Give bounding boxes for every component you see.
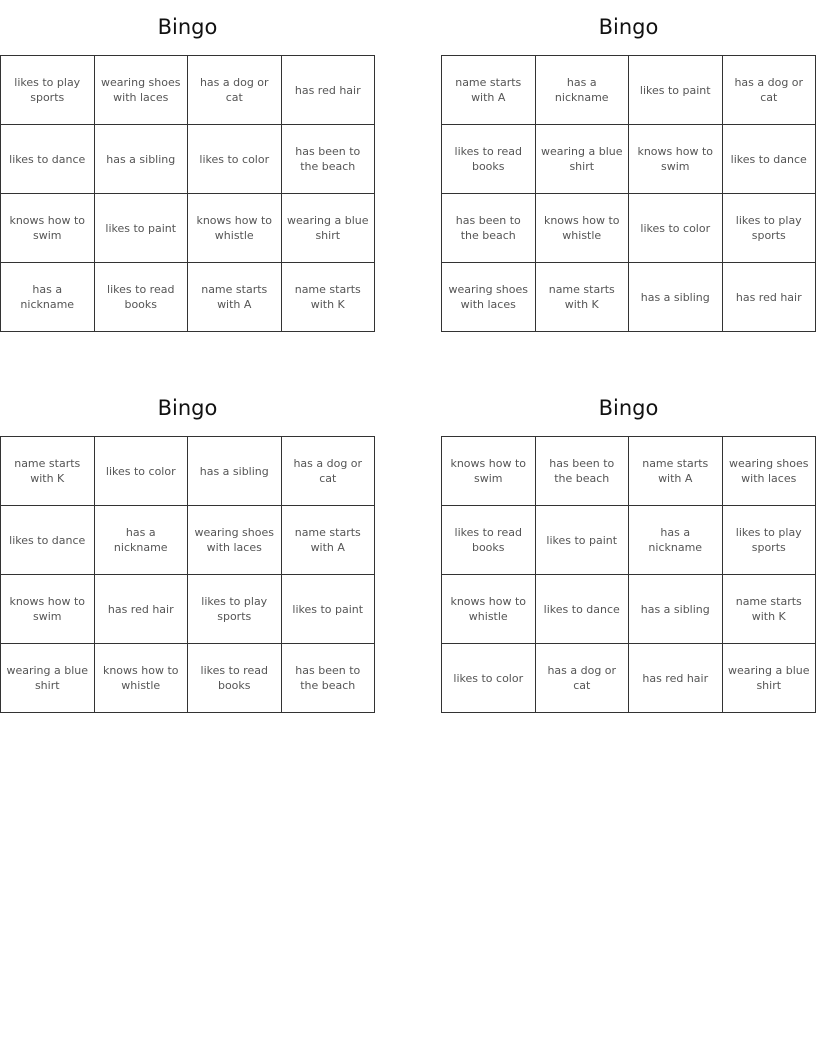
bingo-row: [1, 644, 375, 713]
bingo-row: [442, 125, 816, 194]
bingo-cell: likes to paint: [281, 575, 375, 644]
bingo-row: [1, 506, 375, 575]
bingo-cell: wearing a blue shirt: [281, 194, 375, 263]
bingo-row: [442, 575, 816, 644]
bingo-grid: [0, 436, 375, 713]
bingo-cell: wearing a blue shirt: [722, 644, 816, 713]
bingo-cell: has red hair: [629, 644, 723, 713]
bingo-cell: has a dog or cat: [281, 437, 375, 506]
bingo-row: [1, 575, 375, 644]
bingo-cell: name starts with A: [188, 263, 282, 332]
bingo-cell: likes to play sports: [722, 194, 816, 263]
bingo-cell: has a nickname: [535, 56, 629, 125]
bingo-row: [442, 437, 816, 506]
bingo-card-title: Bingo: [157, 15, 218, 39]
bingo-card-4: [441, 392, 816, 713]
bingo-card-title: Bingo: [598, 15, 659, 39]
bingo-cell: name starts with K: [281, 263, 375, 332]
bingo-cell: has red hair: [722, 263, 816, 332]
bingo-cell: has been to the beach: [535, 437, 629, 506]
bingo-row: [442, 56, 816, 125]
bingo-cell: wearing a blue shirt: [535, 125, 629, 194]
bingo-cell: likes to dance: [1, 125, 95, 194]
bingo-cell: likes to dance: [722, 125, 816, 194]
bingo-cell: has a sibling: [629, 263, 723, 332]
bingo-cell: wearing shoes with laces: [722, 437, 816, 506]
bingo-cell: likes to read books: [442, 506, 536, 575]
bingo-cell: wearing a blue shirt: [1, 644, 95, 713]
bingo-cell: name starts with K: [535, 263, 629, 332]
bingo-cell: name starts with A: [442, 56, 536, 125]
bingo-cell: likes to dance: [1, 506, 95, 575]
bingo-cell: likes to play sports: [188, 575, 282, 644]
bingo-cell: likes to play sports: [1, 56, 95, 125]
bingo-row: [1, 125, 375, 194]
bingo-grid: [441, 436, 816, 713]
bingo-cell: likes to color: [629, 194, 723, 263]
bingo-cell: has a nickname: [1, 263, 95, 332]
bingo-row: [442, 194, 816, 263]
bingo-cell: has been to the beach: [281, 644, 375, 713]
bingo-cell: likes to read books: [442, 125, 536, 194]
bingo-cell: likes to color: [94, 437, 188, 506]
bingo-cell: has a nickname: [629, 506, 723, 575]
bingo-cell: wearing shoes with laces: [94, 56, 188, 125]
bingo-cell: knows how to whistle: [535, 194, 629, 263]
bingo-grid: [441, 55, 816, 332]
bingo-cell: name starts with K: [722, 575, 816, 644]
bingo-cell: has a sibling: [94, 125, 188, 194]
bingo-cell: knows how to swim: [1, 194, 95, 263]
bingo-cell: has a sibling: [188, 437, 282, 506]
bingo-card-title: Bingo: [598, 396, 659, 420]
bingo-cell: knows how to swim: [1, 575, 95, 644]
bingo-row: [1, 263, 375, 332]
bingo-cell: name starts with K: [1, 437, 95, 506]
bingo-cell: has a dog or cat: [188, 56, 282, 125]
bingo-cell: likes to dance: [535, 575, 629, 644]
bingo-cell: likes to play sports: [722, 506, 816, 575]
bingo-cell: likes to paint: [629, 56, 723, 125]
bingo-row: [442, 644, 816, 713]
bingo-cell: name starts with A: [281, 506, 375, 575]
bingo-cell: knows how to whistle: [188, 194, 282, 263]
bingo-cell: has been to the beach: [281, 125, 375, 194]
bingo-cell: wearing shoes with laces: [188, 506, 282, 575]
bingo-cell: likes to paint: [94, 194, 188, 263]
bingo-cell: has a nickname: [94, 506, 188, 575]
bingo-cell: has a dog or cat: [722, 56, 816, 125]
bingo-card-3: [0, 392, 375, 713]
bingo-row: [1, 194, 375, 263]
bingo-cell: likes to read books: [188, 644, 282, 713]
bingo-card-1: [0, 11, 375, 332]
bingo-cell: likes to paint: [535, 506, 629, 575]
bingo-cell: has a dog or cat: [535, 644, 629, 713]
bingo-cell: has been to the beach: [442, 194, 536, 263]
bingo-cell: name starts with A: [629, 437, 723, 506]
bingo-cell: wearing shoes with laces: [442, 263, 536, 332]
bingo-cell: likes to color: [442, 644, 536, 713]
bingo-card-2: [441, 11, 816, 332]
bingo-grid: [0, 55, 375, 332]
bingo-card-title: Bingo: [157, 396, 218, 420]
bingo-row: [442, 263, 816, 332]
bingo-cell: has red hair: [281, 56, 375, 125]
bingo-cell: knows how to whistle: [94, 644, 188, 713]
bingo-row: [442, 506, 816, 575]
bingo-cell: likes to color: [188, 125, 282, 194]
bingo-cell: has red hair: [94, 575, 188, 644]
bingo-cell: knows how to swim: [629, 125, 723, 194]
bingo-row: [1, 56, 375, 125]
bingo-cell: has a sibling: [629, 575, 723, 644]
bingo-cell: knows how to swim: [442, 437, 536, 506]
bingo-row: [1, 437, 375, 506]
bingo-cell: knows how to whistle: [442, 575, 536, 644]
bingo-cell: likes to read books: [94, 263, 188, 332]
